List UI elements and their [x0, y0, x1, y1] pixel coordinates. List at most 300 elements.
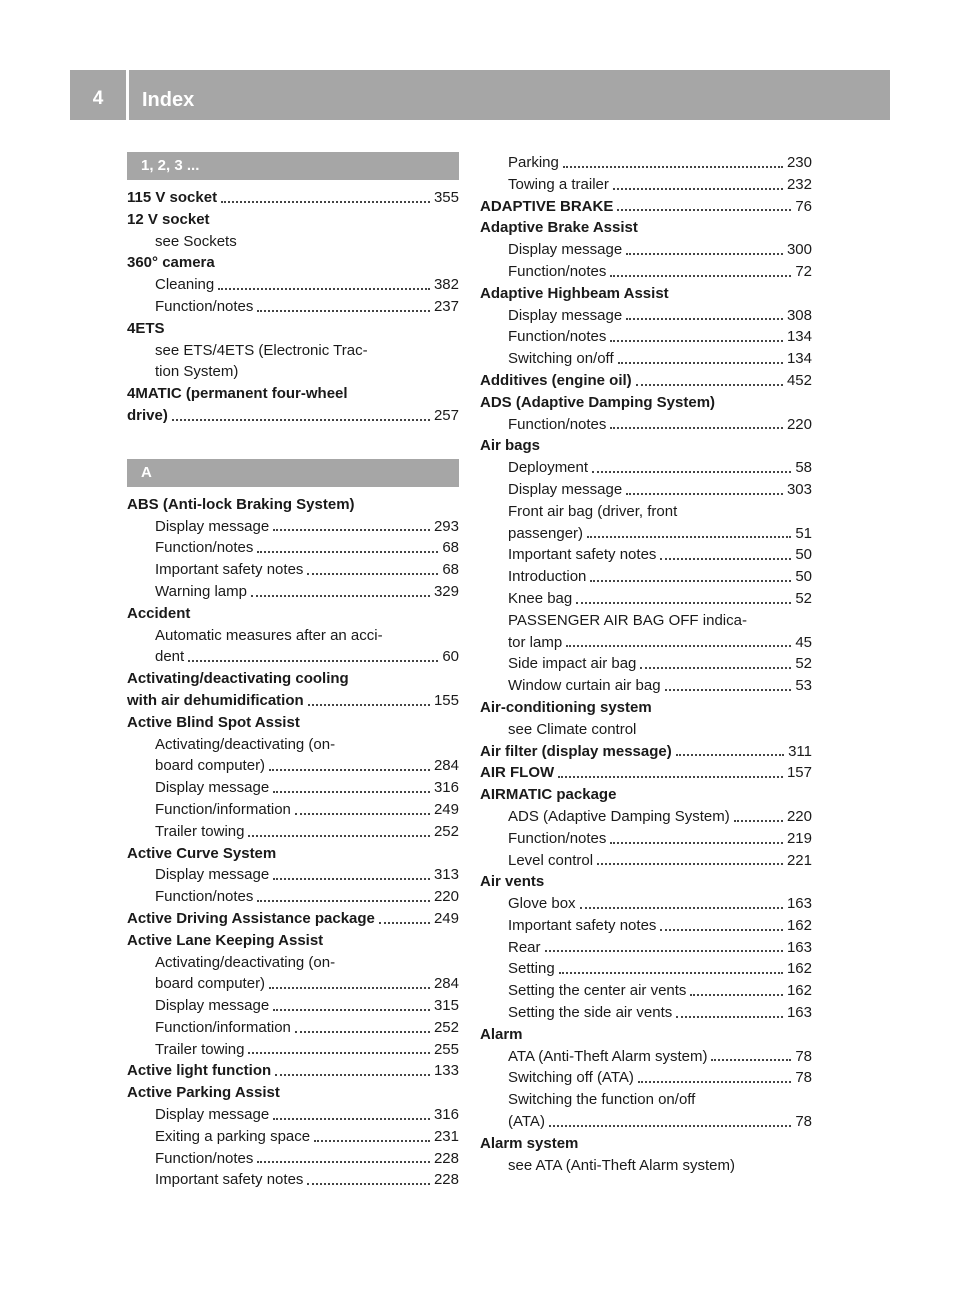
page-reference: 284 [433, 975, 459, 993]
page-reference: 162 [786, 916, 812, 934]
index-subentry [127, 952, 459, 974]
dot-leader [676, 1015, 783, 1018]
index-subentry [480, 828, 812, 850]
entry-text: ATA (Anti-Theft Alarm system) [508, 1047, 708, 1065]
entry-text: Switching off (ATA) [508, 1069, 634, 1087]
index-subentry [127, 537, 459, 559]
entry-text: board computer) [155, 975, 266, 993]
entry-text: Switching on/off [508, 350, 614, 368]
index-entry [480, 435, 812, 457]
page-reference: 60 [442, 648, 459, 666]
page-reference: 228 [433, 1171, 459, 1189]
dot-leader [273, 1008, 430, 1011]
entry-text: Function/information [155, 800, 291, 818]
page-reference: 232 [786, 175, 812, 193]
entry-text: Display message [155, 779, 270, 797]
index-subentry [127, 231, 459, 253]
page-reference: 52 [795, 589, 812, 607]
page-reference: 452 [786, 371, 812, 389]
index-subentry [127, 821, 459, 843]
index-subentry [480, 806, 812, 828]
index-subentry [127, 340, 459, 362]
dot-leader [597, 862, 783, 865]
index-subentry [480, 414, 812, 436]
entry-text: Activating/deactivating (on- [155, 953, 336, 971]
dot-leader [273, 877, 430, 880]
index-entry [480, 392, 812, 414]
dot-leader [251, 594, 430, 597]
index-subentry [127, 361, 459, 383]
page-reference: 53 [795, 677, 812, 695]
index-subentry [480, 719, 812, 741]
index-entry [480, 1133, 812, 1155]
index-subentry [480, 174, 812, 196]
page-reference: 134 [786, 350, 812, 368]
index-entry [127, 843, 459, 865]
entry-text: Display message [155, 517, 270, 535]
dot-leader [676, 753, 784, 756]
dot-leader [626, 252, 783, 255]
dot-leader [314, 1139, 430, 1142]
index-subentry [127, 516, 459, 538]
index-entry [480, 762, 812, 784]
page-reference: 316 [433, 779, 459, 797]
dot-leader [273, 790, 430, 793]
entry-text: tion System) [155, 363, 239, 381]
dot-leader [638, 1080, 791, 1083]
dot-leader [610, 339, 783, 342]
entry-text: Function/notes [508, 415, 607, 433]
page-reference: 78 [795, 1113, 812, 1131]
entry-text: Front air bag (driver, front [508, 502, 678, 520]
index-entry [480, 196, 812, 218]
index-entry [127, 318, 459, 340]
index-entry [127, 668, 459, 690]
index-subentry [480, 1155, 812, 1177]
dot-leader [188, 659, 438, 662]
entry-text: Air vents [480, 873, 545, 891]
dot-leader [248, 834, 429, 837]
entry-text: Activating/deactivating cooling [127, 670, 349, 688]
page-reference: 284 [433, 757, 459, 775]
page-reference: 257 [433, 406, 459, 424]
page-reference: 221 [786, 851, 812, 869]
index-entry [127, 603, 459, 625]
page-reference: 68 [442, 539, 459, 557]
entry-text: Parking [508, 154, 559, 171]
entry-text: Switching the function on/off [508, 1091, 696, 1109]
dot-leader [610, 841, 783, 844]
dot-leader [690, 993, 783, 996]
index-subentry [480, 1067, 812, 1089]
dot-leader [613, 187, 783, 190]
index-subentry [127, 274, 459, 296]
page-title: Index [142, 89, 195, 111]
dot-leader [566, 644, 791, 647]
index-subentry [127, 1126, 459, 1148]
index-entry [480, 370, 812, 392]
dot-leader [660, 557, 791, 560]
dot-leader [636, 383, 783, 386]
entry-text: Rear [508, 938, 541, 956]
entry-text: ADS (Adaptive Damping System) [508, 807, 730, 825]
page-reference: 252 [433, 822, 459, 840]
entry-text: Active Parking Assist [127, 1084, 280, 1102]
entry-text: Deployment [508, 459, 589, 477]
entry-text: Display message [155, 866, 270, 884]
dot-leader [269, 768, 430, 771]
index-subentry [127, 1148, 459, 1170]
page-reference: 162 [786, 982, 812, 1000]
dot-leader [626, 317, 783, 320]
entry-text: Setting the center air vents [508, 982, 687, 1000]
dot-leader [172, 418, 430, 421]
index-subentry [127, 995, 459, 1017]
index-subentry [480, 239, 812, 261]
index-entry [480, 741, 812, 763]
entry-text: Function/notes [508, 262, 607, 280]
index-entry [480, 283, 812, 305]
entry-text: Function/notes [155, 1149, 254, 1167]
index-subentry [480, 588, 812, 610]
dot-leader [295, 1030, 430, 1033]
index-entry [480, 217, 812, 239]
dot-leader [273, 528, 430, 531]
page-reference: 58 [795, 459, 812, 477]
index-subentry [127, 973, 459, 995]
entry-text: Knee bag [508, 589, 573, 607]
page-reference: 231 [433, 1127, 459, 1145]
index-subentry [127, 1017, 459, 1039]
index-subentry [480, 566, 812, 588]
page-reference: 329 [433, 582, 459, 600]
entry-text: Setting [508, 960, 555, 978]
index-entry [127, 383, 459, 405]
page-reference: 252 [433, 1018, 459, 1036]
entry-text: AIRMATIC package [480, 786, 617, 804]
entry-text: Automatic measures after an acci- [155, 626, 383, 644]
dot-leader [545, 949, 783, 952]
index-subentry [480, 348, 812, 370]
entry-text: Display message [155, 997, 270, 1015]
entry-text: drive) [127, 406, 168, 424]
dot-leader [295, 812, 430, 815]
entry-text: see ATA (Anti-Theft Alarm system) [508, 1156, 736, 1174]
index-column-right [480, 152, 812, 1176]
entry-text: Air-conditioning system [480, 698, 652, 716]
entry-text: Function/notes [155, 888, 254, 906]
index-subentry [480, 610, 812, 632]
index-subentry [480, 653, 812, 675]
index-entry [127, 405, 459, 427]
entry-text: Air bags [480, 437, 541, 455]
page-reference: 134 [786, 328, 812, 346]
index-entry [480, 784, 812, 806]
index-subentry [480, 261, 812, 283]
dot-leader [665, 688, 792, 691]
index-subentry [127, 734, 459, 756]
page-reference: 52 [795, 655, 812, 673]
index-entry [480, 697, 812, 719]
index-entry [127, 187, 459, 209]
entry-text: with air dehumidification [127, 691, 304, 709]
entry-text: ABS (Anti-lock Braking System) [127, 495, 355, 513]
index-subentry [480, 501, 812, 523]
page-reference: 303 [786, 480, 812, 498]
entry-text: Important safety notes [155, 561, 304, 579]
entry-text: Level control [508, 851, 594, 869]
index-subentry [480, 523, 812, 545]
page-reference: 50 [795, 546, 812, 564]
dot-leader [257, 899, 430, 902]
entry-text: Warning lamp [155, 582, 247, 600]
entry-text: Important safety notes [508, 916, 657, 934]
index-column-left [127, 152, 459, 1191]
page-reference: 220 [786, 807, 812, 825]
index-subentry [480, 675, 812, 697]
dot-leader [307, 572, 438, 575]
dot-leader [587, 535, 791, 538]
dot-leader [273, 1117, 430, 1120]
entry-text: Alarm system [480, 1134, 579, 1152]
dot-leader [711, 1058, 791, 1061]
dot-leader [580, 906, 783, 909]
index-subentry [127, 581, 459, 603]
dot-leader [617, 208, 791, 211]
index-subentry [480, 937, 812, 959]
dot-leader [610, 274, 791, 277]
index-subentry [127, 799, 459, 821]
index-subentry [480, 326, 812, 348]
entry-text: Function/notes [508, 829, 607, 847]
page-reference: 300 [786, 241, 812, 259]
page-reference: 355 [433, 189, 459, 206]
entry-text: Glove box [508, 895, 576, 913]
page-header [70, 70, 890, 120]
section-header: 1, 2, 3 ... [127, 152, 459, 180]
index-subentry [480, 544, 812, 566]
entry-text: Side impact air bag [508, 655, 637, 673]
page-reference: 51 [795, 524, 812, 542]
index-subentry [480, 305, 812, 327]
dot-leader [576, 601, 791, 604]
entry-text: Function/information [155, 1018, 291, 1036]
entry-text: 12 V socket [127, 210, 210, 228]
entry-text: see Climate control [508, 720, 637, 738]
entry-text: board computer) [155, 757, 266, 775]
entry-text: Active Lane Keeping Assist [127, 931, 324, 949]
page-reference: 72 [795, 262, 812, 280]
entry-text: Setting the side air vents [508, 1004, 673, 1022]
index-subentry [127, 625, 459, 647]
index-subentry [127, 886, 459, 908]
index-entry [127, 252, 459, 274]
entry-text: Active light function [127, 1062, 272, 1080]
index-subentry [480, 479, 812, 501]
entry-text: Additives (engine oil) [480, 371, 632, 389]
entry-text: Important safety notes [155, 1171, 304, 1189]
dot-leader [307, 1182, 430, 1185]
page-number: 4 [92, 88, 104, 109]
index-subentry [480, 1111, 812, 1133]
dot-leader [221, 200, 430, 203]
index-entry [127, 930, 459, 952]
page-reference: 163 [786, 938, 812, 956]
header-divider [126, 70, 129, 120]
index-subentry [127, 777, 459, 799]
index-entry [127, 712, 459, 734]
page-reference: 220 [786, 415, 812, 433]
index-subentry [480, 915, 812, 937]
entry-text: AIR FLOW [480, 764, 555, 782]
entry-text: Active Curve System [127, 844, 277, 862]
dot-leader [257, 550, 438, 553]
dot-leader [269, 986, 430, 989]
entry-text: (ATA) [508, 1113, 545, 1131]
entry-text: Accident [127, 604, 191, 622]
entry-text: tor lamp [508, 633, 563, 651]
entry-text: Function/notes [155, 539, 254, 557]
dot-leader [248, 1051, 429, 1054]
entry-text: ADS (Adaptive Damping System) [480, 393, 716, 411]
dot-leader [660, 928, 783, 931]
index-subentry [127, 1169, 459, 1191]
page-reference: 162 [786, 960, 812, 978]
page-reference: 230 [786, 154, 812, 171]
page-reference: 220 [433, 888, 459, 906]
index-entry [127, 209, 459, 231]
index-subentry [127, 296, 459, 318]
page-reference: 157 [786, 764, 812, 782]
dot-leader [640, 666, 791, 669]
index-entry [480, 871, 812, 893]
entry-text: 115 V socket [127, 189, 218, 206]
index-subentry [480, 850, 812, 872]
entry-text: Alarm [480, 1025, 523, 1043]
dot-leader [592, 470, 791, 473]
index-entry [480, 1024, 812, 1046]
index-subentry [127, 864, 459, 886]
entry-text: see Sockets [155, 232, 237, 250]
dot-leader [218, 287, 430, 290]
entry-text: Towing a trailer [508, 175, 609, 193]
entry-text: PASSENGER AIR BAG OFF indica- [508, 611, 747, 629]
index-subentry [480, 893, 812, 915]
page-reference: 249 [433, 909, 459, 927]
index-entry [127, 1060, 459, 1082]
index-subentry [480, 152, 812, 174]
section-header: A [127, 459, 459, 487]
entry-text: 4MATIC (permanent four-wheel [127, 385, 348, 403]
index-subentry [480, 1002, 812, 1024]
dot-leader [257, 1160, 430, 1163]
entry-text: Adaptive Highbeam Assist [480, 284, 669, 302]
entry-text: Important safety notes [508, 546, 657, 564]
dot-leader [549, 1124, 791, 1127]
page-reference: 163 [786, 1004, 812, 1022]
entry-text: Active Driving Assistance package [127, 909, 375, 927]
index-subentry [127, 559, 459, 581]
page-reference: 155 [433, 691, 459, 709]
dot-leader [379, 921, 430, 924]
page-reference: 133 [433, 1062, 459, 1080]
page-reference: 382 [433, 276, 459, 294]
index-subentry [480, 1089, 812, 1111]
dot-leader [563, 165, 783, 168]
index-subentry [480, 632, 812, 654]
page-reference: 228 [433, 1149, 459, 1167]
page-reference: 50 [795, 568, 812, 586]
entry-text: Adaptive Brake Assist [480, 219, 638, 237]
dot-leader [559, 971, 783, 974]
dot-leader [275, 1073, 430, 1076]
entry-text: Introduction [508, 568, 587, 586]
index-subentry [127, 1104, 459, 1126]
page-reference: 68 [442, 561, 459, 579]
page-reference: 76 [795, 197, 812, 215]
entry-text: Trailer towing [155, 822, 245, 840]
entry-text: dent [155, 648, 185, 666]
index-subentry [127, 1039, 459, 1061]
page-reference: 316 [433, 1106, 459, 1124]
page-reference: 315 [433, 997, 459, 1015]
entry-text: Function/notes [155, 297, 254, 315]
index-subentry [127, 646, 459, 668]
entry-text: Display message [508, 480, 623, 498]
dot-leader [626, 492, 783, 495]
dot-leader [257, 309, 430, 312]
entry-text: Active Blind Spot Assist [127, 713, 300, 731]
entry-text: Exiting a parking space [155, 1127, 311, 1145]
entry-text: passenger) [508, 524, 584, 542]
entry-text: Function/notes [508, 328, 607, 346]
entry-text: Air filter (display message) [480, 742, 672, 760]
entry-text: 4ETS [127, 319, 165, 337]
page-reference: 313 [433, 866, 459, 884]
page-reference: 255 [433, 1040, 459, 1058]
entry-text: Activating/deactivating (on- [155, 735, 336, 753]
entry-text: ADAPTIVE BRAKE [480, 197, 614, 215]
page-reference: 219 [786, 829, 812, 847]
entry-text: 360° camera [127, 254, 215, 272]
index-subentry [480, 980, 812, 1002]
entry-text: Window curtain air bag [508, 677, 661, 695]
entry-text: Trailer towing [155, 1040, 245, 1058]
dot-leader [558, 775, 783, 778]
dot-leader [610, 426, 783, 429]
entry-text: Cleaning [155, 276, 215, 294]
page-reference: 308 [786, 306, 812, 324]
index-subentry [480, 958, 812, 980]
entry-text: Display message [508, 306, 623, 324]
entry-text: Display message [155, 1106, 270, 1124]
dot-leader [734, 819, 783, 822]
index-entry [127, 1082, 459, 1104]
index-entry [127, 494, 459, 516]
entry-text: Display message [508, 241, 623, 259]
page-reference: 311 [788, 742, 812, 760]
index-entry [127, 690, 459, 712]
entry-text: see ETS/4ETS (Electronic Trac- [155, 341, 368, 359]
index-subentry [127, 755, 459, 777]
index-subentry [480, 457, 812, 479]
dot-leader [308, 703, 430, 706]
index-subentry [480, 1046, 812, 1068]
dot-leader [590, 579, 791, 582]
page-reference: 249 [433, 800, 459, 818]
dot-leader [618, 361, 783, 364]
page-reference: 163 [786, 895, 812, 913]
